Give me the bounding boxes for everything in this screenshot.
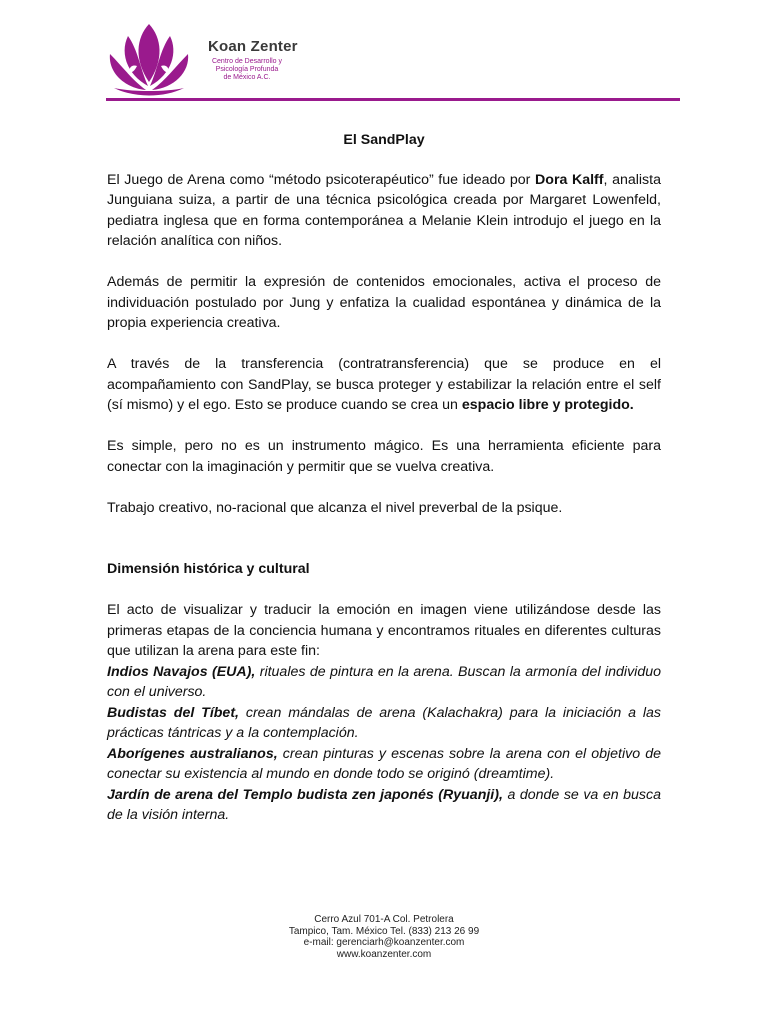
- list-item: Budistas del Tíbet, crean mándalas de arena (Kalachakra) para la iniciación a las prácticas tántricas y a la contemplación.: [107, 704, 661, 741]
- list-item: Indios Navajos (EUA), rituales de pintura en la arena. Buscan la armonía del individuo con el universo.: [107, 663, 661, 700]
- paragraph-3: A través de la transferencia (contratransferencia) que se produce en el acompañamiento con SandPlay, se busca proteger y estabilizar la relación entre el self (sí mismo) y el ego. Esto se produce cuando se crea un espacio libre y protegido.: [107, 356, 661, 413]
- list-item: Aborígenes australianos, crean pinturas y escenas sobre la arena con el objetivo de conectar su existencia al mundo en donde todo se originó (dreamtime).: [107, 745, 661, 782]
- paragraph-2: Además de permitir la expresión de contenidos emocionales, activa el proceso de individuación postulado por Jung y enfatiza la cualidad espontánea y dinámica de la propia experiencia creativa.: [107, 274, 661, 331]
- page-footer: [0, 914, 768, 960]
- paragraph-4: Es simple, pero no es un instrumento mágico. Es una herramienta eficiente para conectar con la imaginación y permitir que se vuelva creativa.: [107, 438, 661, 475]
- paragraph-6: El acto de visualizar y traducir la emoción en imagen viene utilizándose desde las primeras etapas de la conciencia humana y encontramos rituales en diferentes culturas que utilizan la arena para este fin:: [107, 602, 661, 659]
- bold-name: Dora Kalff: [535, 171, 604, 188]
- page-header: [0, 0, 768, 110]
- document-title: El SandPlay: [343, 132, 425, 148]
- paragraph-5: Trabajo creativo, no-racional que alcanza el nivel preverbal de la psique.: [107, 499, 563, 516]
- footer-email: e-mail: gerenciarh@koanzenter.com: [303, 937, 465, 948]
- footer-city-phone: Tampico, Tam. México Tel. (833) 213 26 99: [288, 925, 480, 937]
- brand-subtitle: Centro de Desarrollo y Psicología Profunda de México A.C.: [211, 58, 283, 81]
- lotus-icon: [104, 20, 194, 98]
- footer-address: Cerro Azul 701-A Col. Petrolera: [314, 914, 454, 925]
- header-divider: [106, 98, 680, 101]
- section-title: Dimensión histórica y cultural: [107, 561, 310, 577]
- brand-name: Koan Zenter: [208, 38, 298, 55]
- paragraph-1: El Juego de Arena como “método psicoterapéutico” fue ideado por Dora Kalff, analista Junguiana suiza, a partir de una técnica psicológica creada por Margaret Lowenfeld, pediatra inglesa que en forma contemporánea a Melanie Klein introdujo el juego en la relación analítica con niños.: [107, 171, 661, 249]
- document-body: [107, 130, 661, 826]
- footer-website: www.koanzenter.com: [336, 948, 432, 960]
- list-item: Jardín de arena del Templo budista zen japonés (Ryuanji), a donde se va en busca de la visión interna.: [107, 786, 661, 823]
- bold-phrase: espacio libre y protegido.: [461, 397, 634, 413]
